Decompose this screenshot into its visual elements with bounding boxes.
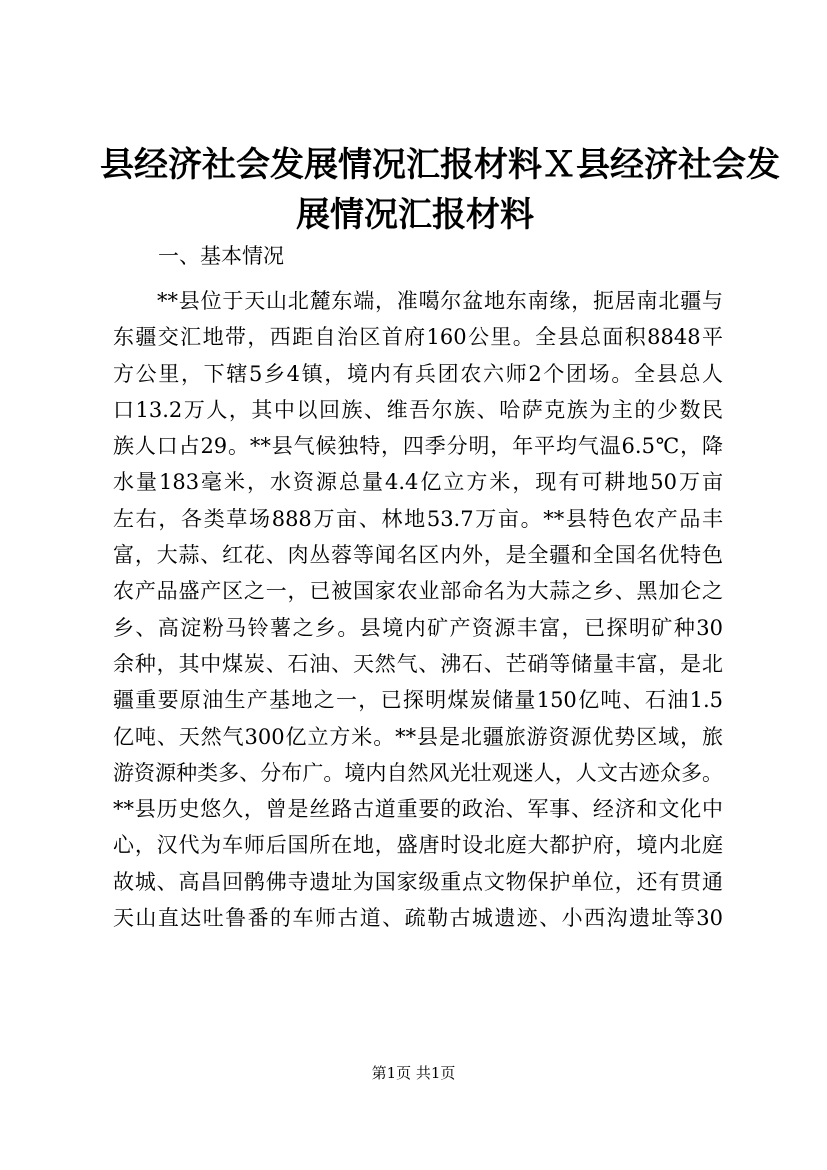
body-line: 心，汉代为车师后国所在地，盛唐时设北庭大都护府，境内北庭 xyxy=(113,833,723,858)
body-line: 水量183毫米，水资源总量4.4亿立方米，现有可耕地50万亩 xyxy=(113,470,723,495)
body-line: 族人口占29。**县气候独特，四季分明，年平均气温6.5℃，降 xyxy=(113,434,723,459)
body-line: 余种，其中煤炭、石油、天然气、沸石、芒硝等储量丰富，是北 xyxy=(113,651,723,676)
body-line: 天山直达吐鲁番的车师古道、疏勒古城遗迹、小西沟遗址等30 xyxy=(113,906,723,931)
body-paragraph xyxy=(113,283,723,936)
body-line: **县历史悠久，曾是丝路古道重要的政治、军事、经济和文化中 xyxy=(113,797,723,822)
page-footer: 第1页 共1页 xyxy=(371,1064,456,1082)
body-line: **县位于天山北麓东端，准噶尔盆地东南缘，扼居南北疆与 xyxy=(157,289,723,313)
body-line: 方公里，下辖5乡4镇，境内有兵团农六师2个团场。全县总人 xyxy=(113,361,723,386)
body-line: 疆重要原油生产基地之一，已探明煤炭储量150亿吨、石油1.5 xyxy=(113,688,723,713)
body-line: 故城、高昌回鹘佛寺遗址为国家级重点文物保护单位，还有贯通 xyxy=(113,869,723,894)
document-title xyxy=(100,140,780,240)
body-line: 亿吨、天然气300亿立方米。**县是北疆旅游资源优势区域，旅 xyxy=(113,724,723,749)
body-line: 左右，各类草场888万亩、林地53.7万亩。**县特色农产品丰 xyxy=(113,506,723,531)
body-line: 农产品盛产区之一，已被国家农业部命名为大蒜之乡、黑加仑之 xyxy=(113,579,723,604)
body-line: 富，大蒜、红花、肉丛蓉等闻名区内外，是全疆和全国名优特色 xyxy=(113,543,723,568)
body-line: 东疆交汇地带，西距自治区首府160公里。全县总面积8848平 xyxy=(113,325,723,350)
body-line: 乡、高淀粉马铃薯之乡。县境内矿产资源丰富，已探明矿种30 xyxy=(113,615,723,640)
title-line: 县经济社会发展情况汇报材料Ｘ县经济社会发 xyxy=(100,145,780,185)
section-heading: 一、基本情况 xyxy=(158,244,284,268)
title-line: 展情况汇报材料 xyxy=(296,195,534,235)
body-line: 口13.2万人，其中以回族、维吾尔族、哈萨克族为主的少数民 xyxy=(113,397,723,422)
body-line: 游资源种类多、分布广。境内自然风光壮观迷人，人文古迹众多。 xyxy=(113,760,723,785)
